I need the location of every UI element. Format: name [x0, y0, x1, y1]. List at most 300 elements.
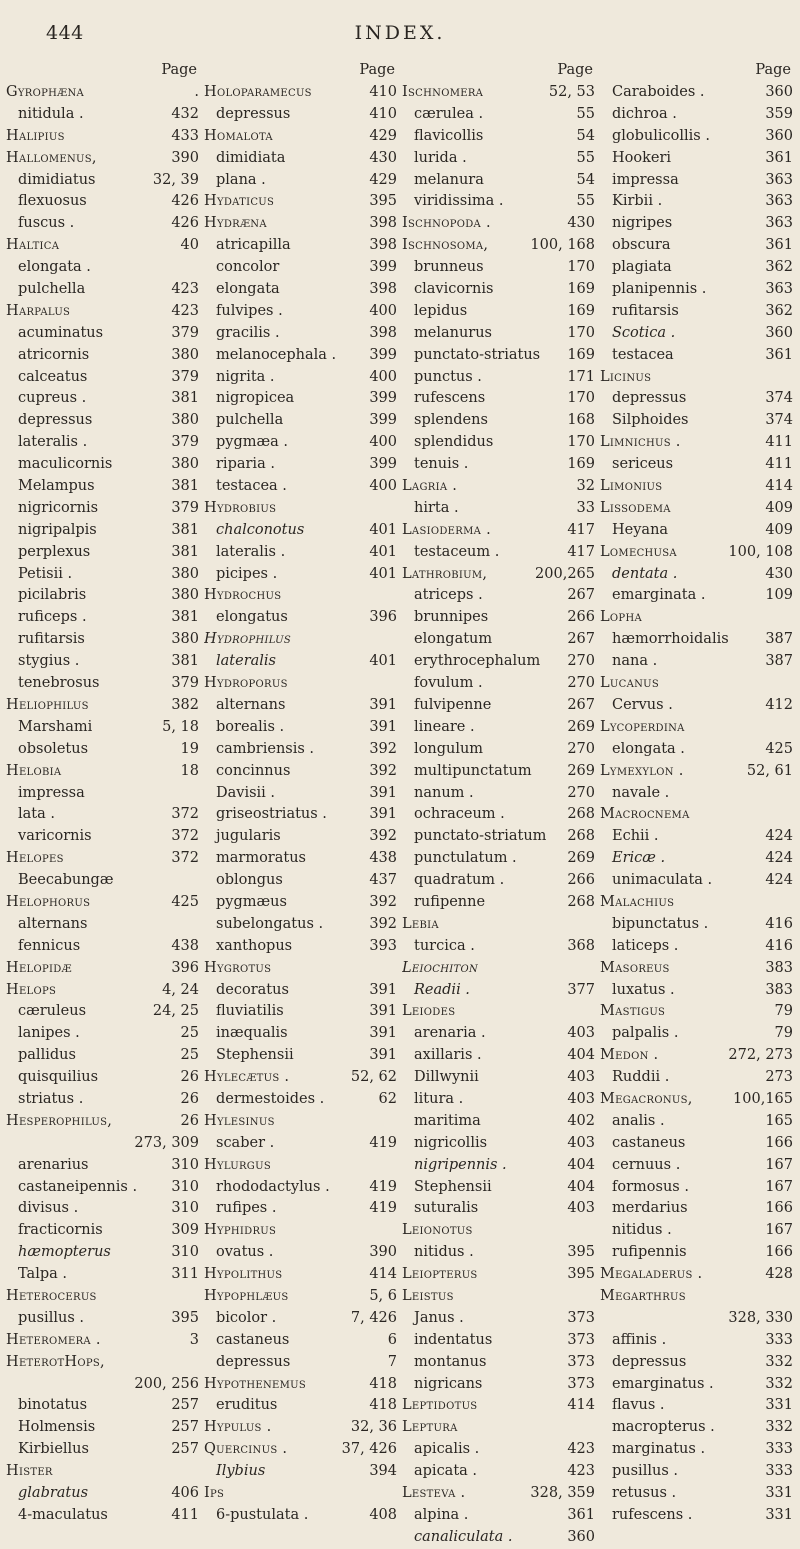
entry-name: obsoletus	[18, 740, 89, 757]
index-genus-entry	[6, 148, 201, 170]
entry-name: Lymexylon .	[600, 762, 684, 779]
entry-name: Medon .	[600, 1047, 659, 1064]
entry-page-reference: 7	[387, 1353, 397, 1370]
index-species-entry	[402, 410, 597, 432]
index-genus-entry	[204, 629, 399, 651]
entry-name: emarginatus .	[612, 1375, 714, 1392]
index-species-entry	[6, 651, 201, 673]
index-species-entry	[402, 367, 597, 389]
entry-name: divisus .	[18, 1200, 79, 1217]
entry-name: retusus .	[612, 1485, 677, 1501]
entry-name: longulum	[414, 740, 484, 757]
entry-name: borealis .	[216, 718, 285, 735]
entry-page-reference: 401	[369, 543, 397, 560]
index-species-entry	[600, 104, 795, 126]
entry-name: suturalis	[414, 1200, 479, 1217]
index-species-entry	[6, 1242, 201, 1264]
index-species-entry	[402, 1089, 597, 1111]
index-species-entry	[600, 279, 795, 301]
entry-name: Hydrochus	[204, 587, 282, 604]
entry-page-reference: 393	[369, 937, 397, 954]
index-species-entry	[204, 761, 399, 783]
index-species-entry	[402, 1023, 597, 1045]
index-species-entry	[600, 980, 795, 1002]
entry-name: Helopidæ	[6, 959, 72, 976]
entry-name: nana .	[612, 653, 658, 670]
index-genus-entry	[600, 476, 795, 498]
entry-name: rufescens .	[612, 1506, 693, 1523]
index-species-entry	[204, 345, 399, 367]
index-species-entry	[402, 1352, 597, 1374]
entry-name: tenuis .	[414, 456, 469, 473]
entry-name: Petisii .	[18, 565, 73, 582]
entry-name: chalconotus	[216, 521, 305, 538]
entry-page-reference: 423	[171, 302, 199, 319]
entry-page-reference: 395	[567, 1266, 595, 1283]
entry-page-reference: 167	[765, 1222, 793, 1239]
entry-page-reference: 423	[171, 281, 199, 298]
entry-name: Hypophlæus	[204, 1287, 289, 1304]
entry-name: rufipenne	[414, 893, 486, 910]
index-species-entry	[402, 454, 597, 476]
entry-name: Harpalus	[6, 302, 71, 319]
entry-name: hirta .	[414, 499, 459, 516]
entry-page-reference: 328, 330	[728, 1309, 793, 1326]
index-genus-entry	[600, 542, 795, 564]
index-species-entry	[204, 520, 399, 542]
entry-name: rufitarsis	[612, 302, 679, 319]
entry-name: stygius .	[18, 653, 80, 670]
index-species-entry	[402, 673, 597, 695]
entry-page-reference: 332	[765, 1419, 793, 1436]
entry-page-reference: 433	[171, 127, 199, 144]
entry-page-reference: 361	[765, 346, 793, 363]
entry-page-reference: 380	[171, 456, 199, 473]
entry-name: lata .	[18, 806, 55, 823]
entry-page-reference: 382	[171, 696, 199, 713]
index-genus-entry	[6, 848, 201, 870]
index-species-entry	[204, 783, 399, 805]
entry-name: nigricornis	[18, 499, 99, 516]
index-genus-entry	[204, 1417, 399, 1439]
entry-name: fulvipes .	[216, 302, 283, 319]
entry-page-reference: 25	[180, 1025, 199, 1042]
entry-name: depressus	[612, 1353, 687, 1370]
entry-name: nitidula .	[18, 105, 84, 122]
entry-page-reference: 398	[369, 324, 397, 341]
index-species-entry	[204, 257, 399, 279]
entry-name: alpina .	[414, 1506, 469, 1523]
entry-name: emarginata .	[612, 587, 706, 604]
index-species-entry	[6, 542, 201, 564]
index-genus-entry	[402, 520, 597, 542]
entry-name: indentatus	[414, 1331, 493, 1348]
entry-name: HeterotHops,	[6, 1353, 105, 1370]
index-species-entry	[6, 213, 201, 235]
entry-name: navale .	[612, 784, 670, 801]
index-species-entry	[204, 432, 399, 454]
index-genus-entry	[204, 213, 399, 235]
entry-page-reference: 387	[765, 631, 793, 648]
entry-page-reference: 390	[369, 1244, 397, 1261]
entry-page-reference: 55	[576, 193, 595, 210]
entry-page-reference: 200, 256	[134, 1375, 199, 1392]
entry-page-reference: 109	[765, 587, 793, 604]
entry-page-reference: 403	[567, 1090, 595, 1107]
entry-page-reference: 272, 273	[728, 1047, 793, 1064]
entry-name: axillaris .	[414, 1047, 482, 1064]
index-species-entry	[402, 936, 597, 958]
index-species-entry	[402, 1155, 597, 1177]
entry-page-reference: 400	[369, 302, 397, 319]
index-species-entry	[600, 629, 795, 651]
entry-name: Ilybius	[216, 1463, 266, 1480]
index-species-entry	[402, 1527, 597, 1549]
entry-page-reference: 270	[567, 653, 595, 670]
index-species-entry	[204, 1395, 399, 1417]
index-species-entry	[600, 1374, 795, 1396]
page-number: 444	[46, 22, 84, 44]
index-species-entry	[600, 170, 795, 192]
index-species-entry	[600, 1023, 795, 1045]
entry-name: Marshami	[18, 718, 93, 735]
index-species-entry	[600, 1439, 795, 1461]
index-species-entry	[204, 1045, 399, 1067]
entry-name: Melampus	[18, 478, 95, 495]
entry-name: bicolor .	[216, 1309, 277, 1326]
entry-name: merdarius	[612, 1200, 688, 1217]
entry-page-reference: 368	[567, 937, 595, 954]
index-genus-entry	[600, 958, 795, 980]
entry-name: eruditus	[216, 1397, 278, 1414]
entry-page-reference: 24, 25	[152, 1003, 199, 1020]
entry-page-reference: 399	[369, 412, 397, 429]
index-species-entry	[600, 585, 795, 607]
entry-page-reference: 373	[567, 1375, 595, 1392]
entry-name: Lasioderma .	[402, 521, 491, 538]
entry-page-reference: 79	[774, 1003, 793, 1020]
index-species-entry	[6, 367, 201, 389]
entry-name: Heliophilus	[6, 696, 89, 713]
index-species-entry	[402, 432, 597, 454]
index-species-entry	[402, 498, 597, 520]
entry-name: pusillus .	[18, 1309, 84, 1326]
index-species-entry	[402, 170, 597, 192]
entry-page-reference: 32, 36	[350, 1419, 397, 1436]
index-species-entry	[204, 301, 399, 323]
index-species-entry	[402, 826, 597, 848]
index-genus-entry	[600, 1264, 795, 1286]
index-genus-entry	[204, 1067, 399, 1089]
index-species-entry	[204, 1505, 399, 1527]
entry-page-reference: 168	[567, 412, 595, 429]
entry-page-reference: 268	[567, 893, 595, 910]
entry-name: Mastigus	[600, 1003, 666, 1020]
index-species-entry	[402, 717, 597, 739]
entry-name: Talpa .	[18, 1266, 67, 1283]
entry-name: Hylesinus	[204, 1112, 275, 1129]
entry-name: splendidus	[414, 434, 494, 451]
index-genus-entry	[600, 432, 795, 454]
entry-page-reference: .	[194, 84, 199, 100]
entry-page-reference: 392	[369, 828, 397, 845]
entry-page-reference: 362	[765, 259, 793, 276]
entry-page-reference: 400	[369, 368, 397, 385]
entry-name: Halipius	[6, 127, 65, 144]
index-species-entry	[6, 673, 201, 695]
index-genus-entry	[6, 958, 201, 980]
index-species-entry	[600, 1133, 795, 1155]
entry-page-reference: 391	[369, 696, 397, 713]
entry-name: subelongatus .	[216, 915, 324, 932]
entry-page-reference: 414	[765, 478, 793, 495]
index-species-entry	[6, 1089, 201, 1111]
entry-name: alternans	[18, 915, 88, 932]
index-species-entry	[204, 235, 399, 257]
index-species-entry	[402, 1242, 597, 1264]
entry-name: Helops	[6, 981, 57, 998]
entry-name: nanum .	[414, 784, 474, 801]
entry-name: alternans	[216, 696, 286, 713]
index-species-entry	[600, 1505, 795, 1527]
entry-name: fennicus	[18, 937, 81, 954]
entry-page-reference: 267	[567, 631, 595, 648]
entry-page-reference: 419	[369, 1200, 397, 1217]
entry-name: Hookeri	[612, 149, 672, 166]
index-species-entry	[402, 1308, 597, 1330]
entry-name: Kirbii .	[612, 193, 663, 210]
index-species-entry	[6, 629, 201, 651]
index-genus-entry	[402, 476, 597, 498]
index-genus-entry	[204, 673, 399, 695]
index-species-entry	[204, 279, 399, 301]
entry-page-reference: 331	[765, 1397, 793, 1414]
entry-page-reference: 411	[765, 456, 793, 473]
entry-name: dichroa .	[612, 105, 677, 122]
entry-name: dermestoides .	[216, 1090, 325, 1107]
index-genus-entry	[600, 1089, 795, 1111]
entry-page-reference: 380	[171, 565, 199, 582]
entry-name: plana .	[216, 171, 266, 188]
entry-name: Malachius	[600, 893, 675, 910]
index-genus-entry	[6, 1461, 201, 1483]
entry-page-reference: 167	[765, 1178, 793, 1195]
entry-name: concolor	[216, 259, 280, 276]
index-species-entry	[600, 126, 795, 148]
entry-name: Limonius	[600, 478, 663, 495]
entry-page-reference: 373	[567, 1309, 595, 1326]
entry-page-reference: 414	[369, 1266, 397, 1283]
entry-name: Hypothenemus	[204, 1375, 307, 1392]
index-species-entry	[6, 454, 201, 476]
entry-name: Hydaticus	[204, 193, 275, 210]
index-species-entry	[600, 1155, 795, 1177]
index-species-entry	[600, 564, 795, 586]
index-species-entry	[204, 1308, 399, 1330]
entry-page-reference: 332	[765, 1353, 793, 1370]
entry-name: Hydrobius	[204, 499, 277, 516]
entry-name: cupreus .	[18, 390, 87, 407]
entry-page-reference: 379	[171, 434, 199, 451]
index-genus-entry	[402, 235, 597, 257]
index-species-entry	[600, 914, 795, 936]
entry-name: Leiochiton	[402, 959, 479, 976]
entry-name: Hyphidrus	[204, 1222, 277, 1239]
entry-page-reference: 26	[180, 1112, 199, 1129]
index-species-entry	[402, 783, 597, 805]
entry-name: Beecabungæ	[18, 872, 114, 889]
index-species-entry	[6, 1177, 201, 1199]
entry-page-reference: 373	[567, 1331, 595, 1348]
entry-name: Haltica	[6, 237, 60, 254]
entry-page-reference: 361	[765, 237, 793, 254]
entry-page-reference: 311	[171, 1266, 199, 1283]
entry-page-reference: 399	[369, 456, 397, 473]
entry-name: nitidus .	[612, 1222, 672, 1239]
index-species-entry	[6, 1067, 201, 1089]
index-genus-entry	[204, 1220, 399, 1242]
entry-name: decoratus	[216, 981, 289, 998]
entry-page-reference: 169	[567, 302, 595, 319]
entry-page-reference: 401	[369, 521, 397, 538]
entry-name: melanura	[414, 171, 484, 188]
entry-page-reference: 331	[765, 1485, 793, 1501]
index-species-entry	[600, 1067, 795, 1089]
index-species-entry	[600, 739, 795, 761]
index-species-entry	[6, 914, 201, 936]
entry-name: Heteromera .	[6, 1331, 101, 1348]
entry-name: Lebia	[402, 915, 439, 932]
entry-name: testacea .	[216, 478, 287, 495]
entry-name: apicalis .	[414, 1441, 480, 1458]
index-genus-entry	[402, 213, 597, 235]
column-page-header: Page	[755, 62, 791, 78]
entry-name: Lycoperdina	[600, 718, 685, 735]
entry-page-reference: 430	[369, 149, 397, 166]
index-species-entry	[600, 1242, 795, 1264]
entry-name: Leionotus	[402, 1222, 473, 1239]
entry-name: nigripennis .	[414, 1156, 507, 1173]
entry-page-reference: 4, 24	[162, 981, 199, 998]
index-species-entry	[6, 870, 201, 892]
entry-name: nitidus .	[414, 1244, 474, 1261]
index-species-entry	[600, 1177, 795, 1199]
entry-page-reference: 374	[765, 412, 793, 429]
entry-page-reference: 165	[765, 1112, 793, 1129]
entry-page-reference: 392	[369, 893, 397, 910]
entry-page-reference: 387	[765, 653, 793, 670]
entry-name: Holoparamecus	[204, 84, 312, 100]
index-species-entry	[600, 82, 795, 104]
entry-name: Holmensis	[18, 1419, 96, 1436]
entry-page-reference: 310	[171, 1244, 199, 1261]
entry-page-reference: 332	[765, 1375, 793, 1392]
index-genus-entry	[6, 82, 201, 104]
entry-name: pulchella	[18, 281, 86, 298]
entry-page-reference: 363	[765, 193, 793, 210]
entry-page-reference: 54	[576, 127, 595, 144]
index-species-entry	[600, 454, 795, 476]
entry-page-reference: 310	[171, 1178, 199, 1195]
entry-name: bipunctatus .	[612, 915, 709, 932]
entry-page-reference: 424	[765, 850, 793, 867]
entry-page-reference: 269	[567, 718, 595, 735]
index-species-entry	[600, 1417, 795, 1439]
index-species-entry	[6, 1198, 201, 1220]
entry-page-reference: 169	[567, 281, 595, 298]
entry-page-reference: 380	[171, 346, 199, 363]
entry-name: Hygrotus	[204, 959, 272, 976]
entry-name: Megaladerus .	[600, 1266, 703, 1283]
entry-page-reference: 268	[567, 806, 595, 823]
index-species-entry	[6, 1505, 201, 1527]
index-species-entry	[600, 345, 795, 367]
entry-name: nigrita .	[216, 368, 275, 385]
index-species-entry	[6, 826, 201, 848]
index-genus-entry	[204, 1374, 399, 1396]
entry-name: Lomechusa	[600, 543, 677, 560]
entry-name: luxatus .	[612, 981, 675, 998]
index-genus-entry	[204, 1439, 399, 1461]
index-species-entry	[600, 235, 795, 257]
entry-name: viridissima .	[414, 193, 504, 210]
entry-name: lateralis .	[216, 543, 286, 560]
entry-page-reference: 100, 168	[530, 237, 595, 254]
entry-page-reference: 380	[171, 587, 199, 604]
entry-name: atricornis	[18, 346, 90, 363]
entry-name: Ischnomera	[402, 84, 484, 100]
entry-page-reference: 394	[369, 1463, 397, 1480]
entry-page-reference: 391	[369, 718, 397, 735]
entry-name: Lathrobium,	[402, 565, 488, 582]
index-species-entry	[600, 1198, 795, 1220]
entry-page-reference: 426	[171, 215, 199, 232]
entry-page-reference: 404	[567, 1178, 595, 1195]
index-genus-entry	[6, 761, 201, 783]
entry-name: cæruleus	[18, 1003, 87, 1020]
index-species-entry	[6, 170, 201, 192]
entry-name: formosus .	[612, 1178, 689, 1195]
entry-name: pygmæus	[216, 893, 287, 910]
index-genus-entry	[204, 1155, 399, 1177]
index-genus-entry	[402, 1286, 597, 1308]
index-species-entry	[402, 191, 597, 213]
entry-page-reference: 424	[765, 872, 793, 889]
index-species-entry	[204, 170, 399, 192]
entry-name: striatus .	[18, 1090, 84, 1107]
entry-page-reference: 52, 61	[746, 762, 793, 779]
index-species-entry	[204, 542, 399, 564]
entry-name: elongata .	[612, 740, 685, 757]
index-species-entry	[402, 1045, 597, 1067]
entry-page-reference: 403	[567, 1069, 595, 1086]
entry-page-reference: 425	[765, 740, 793, 757]
entry-page-reference: 400	[369, 434, 397, 451]
index-genus-entry	[6, 892, 201, 914]
index-species-entry	[204, 651, 399, 673]
entry-page-reference: 267	[567, 587, 595, 604]
index-species-entry	[402, 148, 597, 170]
entry-page-reference: 257	[171, 1441, 199, 1458]
index-species-entry	[6, 585, 201, 607]
entry-name: arenarius	[18, 1156, 89, 1173]
entry-page-reference: 419	[369, 1134, 397, 1151]
index-species-entry	[204, 476, 399, 498]
index-species-entry	[402, 323, 597, 345]
entry-name: cambriensis .	[216, 740, 315, 757]
entry-page-reference: 363	[765, 171, 793, 188]
entry-name: clavicornis	[414, 281, 494, 298]
